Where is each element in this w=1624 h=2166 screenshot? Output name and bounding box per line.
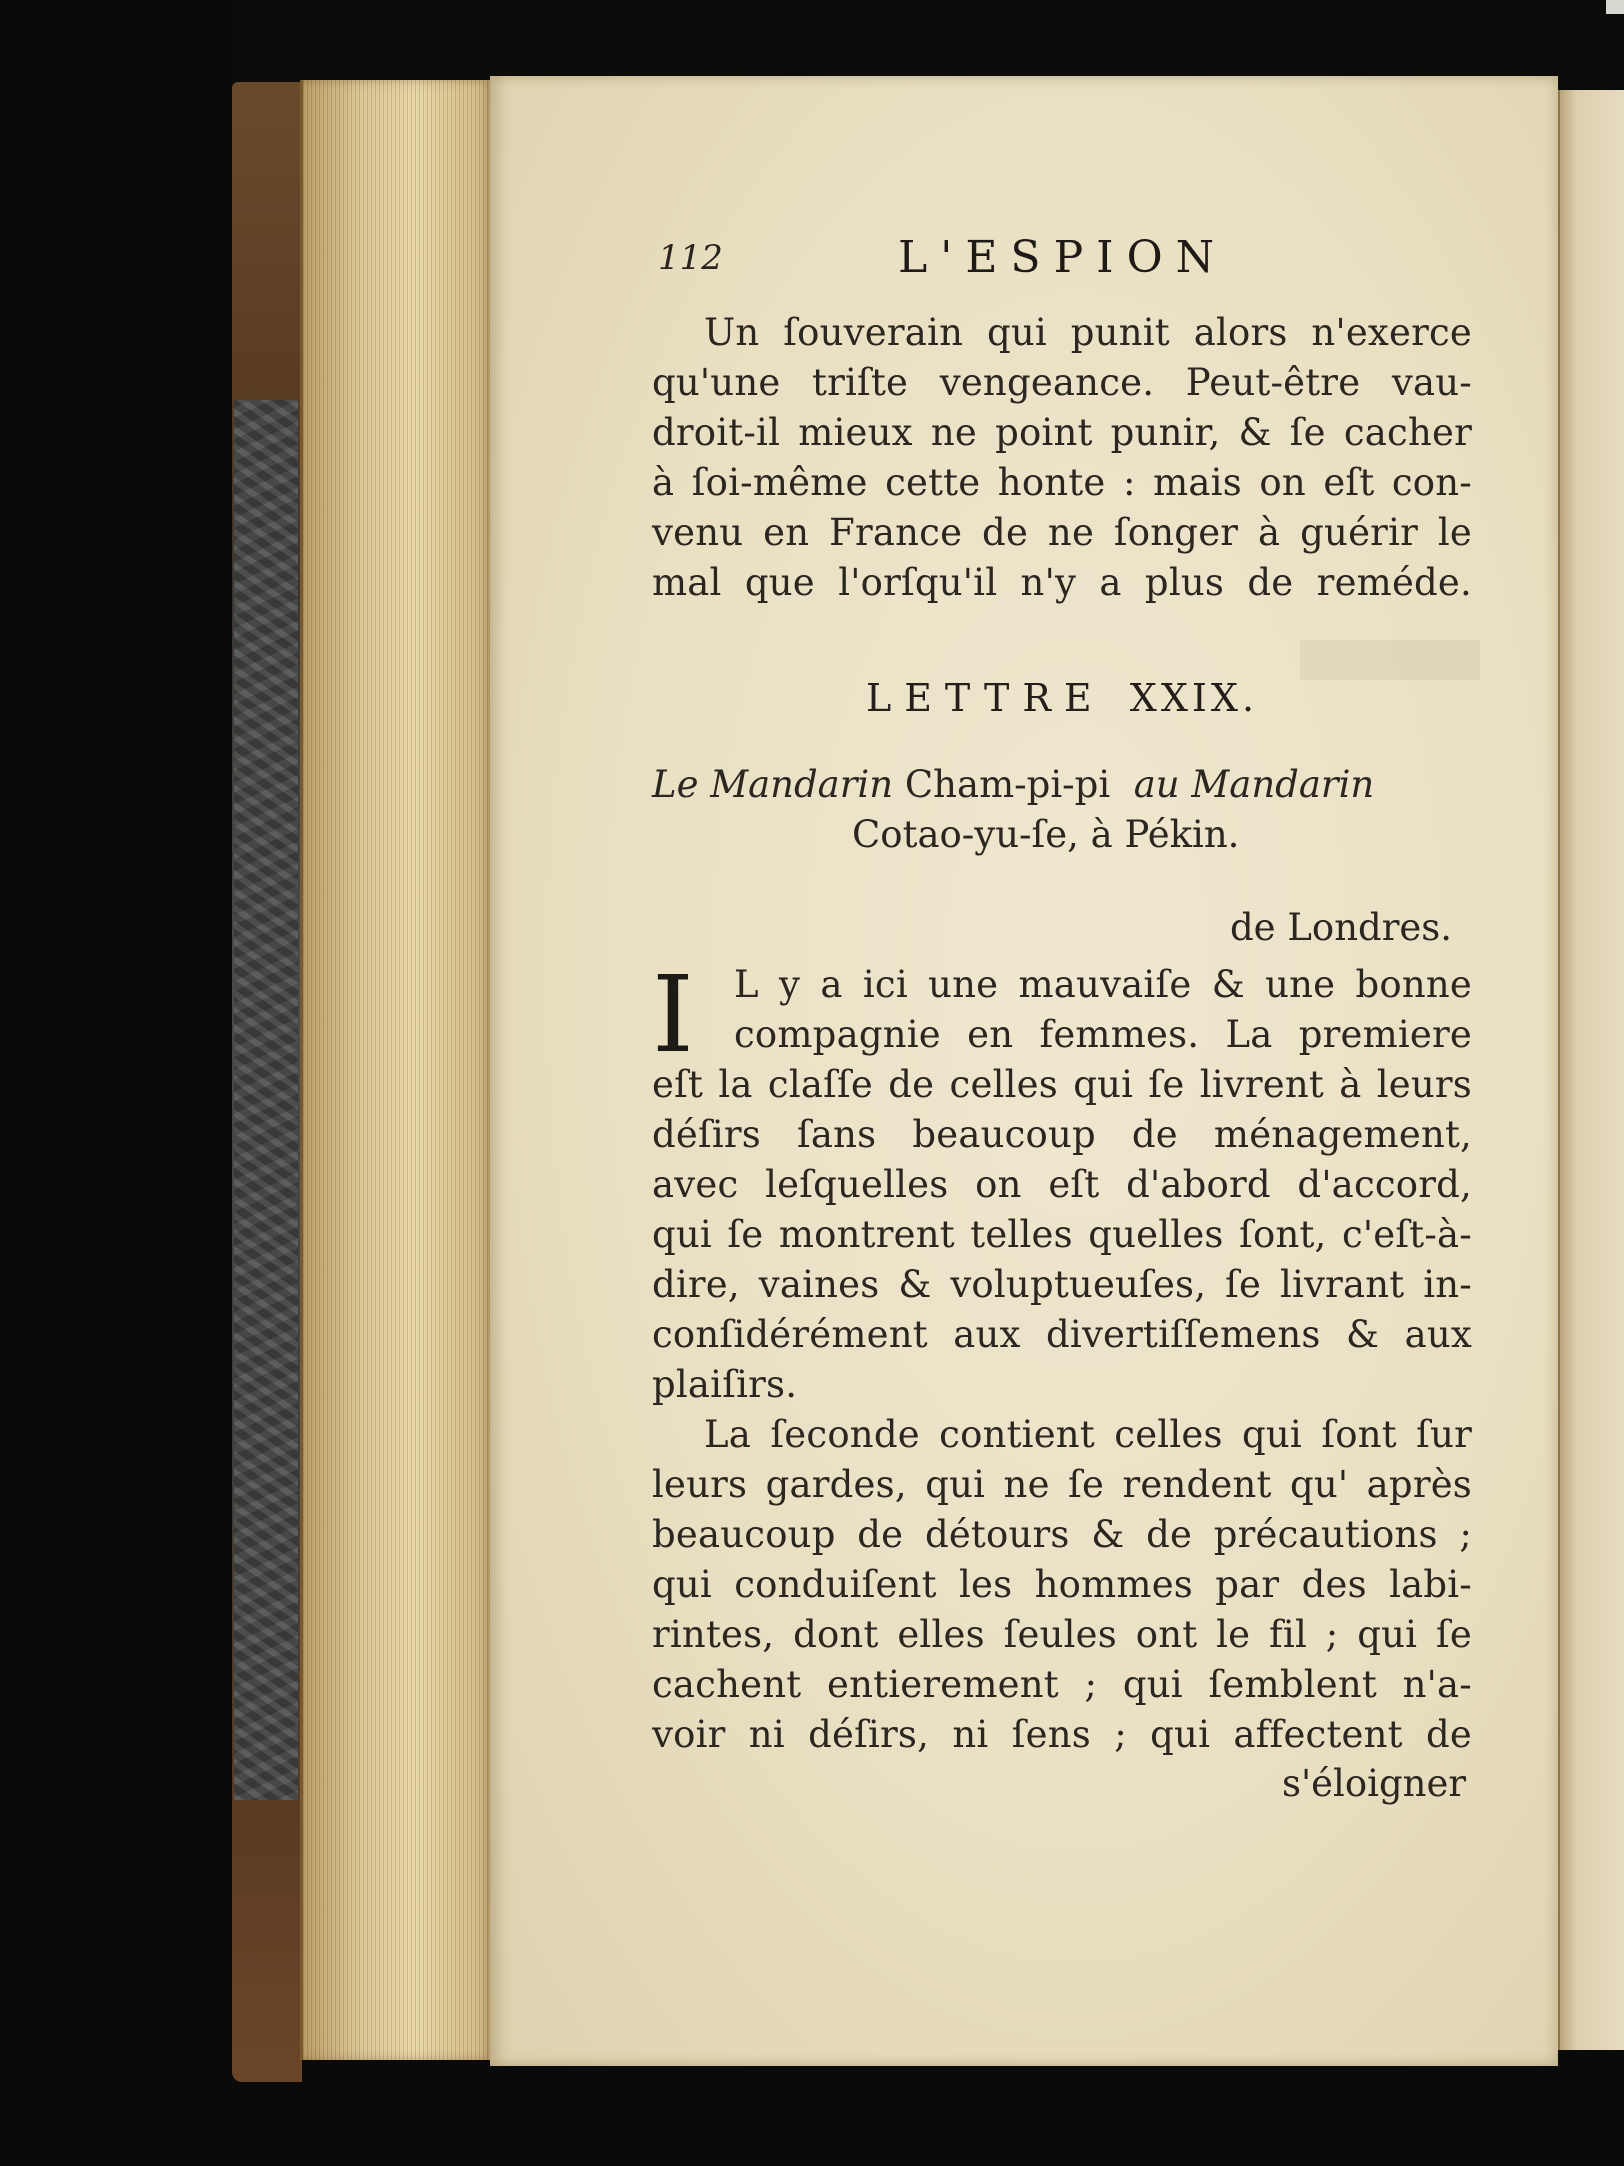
text-line: venu en France de ne ſonger à guérir le xyxy=(652,511,1472,554)
text-line: qu'une triſte vengeance. Peut-être vau- xyxy=(652,361,1472,404)
dateline: de Londres. xyxy=(1230,906,1453,949)
text-line: qui ſe montrent telles quelles ſont, c'eſt-à- xyxy=(652,1213,1472,1256)
text-line: déſirs ſans beaucoup de ménagement, xyxy=(652,1113,1472,1156)
text-line: conſidérément aux divertiſſemens & aux xyxy=(652,1313,1472,1356)
facing-page-edge xyxy=(1558,90,1624,2050)
marbled-endpaper xyxy=(234,400,298,1800)
background-dark xyxy=(232,0,1624,82)
text-line: mal que l'orſqu'il n'y a plus de reméde. xyxy=(652,561,1472,604)
paragraph-1 xyxy=(652,308,1472,608)
page-number: 112 xyxy=(658,238,723,278)
scan-corner-marker xyxy=(1606,0,1624,14)
address-line-1 xyxy=(652,760,1472,810)
text-line: rintes, dont elles ſeules ont le fil ; qui ſe xyxy=(652,1613,1472,1656)
letter-heading xyxy=(652,676,1472,720)
text-line: compagnie en femmes. La premiere xyxy=(734,1013,1472,1056)
drop-cap: I xyxy=(652,953,694,1076)
letter-address xyxy=(652,760,1472,860)
text-line: plaiſirs. xyxy=(652,1363,798,1406)
catchword: s'éloigner xyxy=(1282,1762,1467,1805)
text-line: Un ſouverain qui punit alors n'exerce xyxy=(704,311,1472,354)
text-line: eſt la claſſe de celles qui ſe livrent à leurs xyxy=(652,1063,1472,1106)
running-head xyxy=(658,232,1478,292)
text-line: dire, vaines & voluptueuſes, ſe livrant in- xyxy=(652,1263,1472,1306)
running-title: L'ESPION xyxy=(898,232,1228,283)
to-prefix: au Mandarin xyxy=(1133,763,1375,806)
from-prefix: Le Mandarin xyxy=(652,763,894,806)
paragraph-2 xyxy=(652,953,1472,1760)
text-line: droit-il mieux ne point punir, & ſe cacher xyxy=(652,411,1472,454)
text-line: La ſeconde contient celles qui ſont ſur xyxy=(704,1413,1472,1456)
from-name: Cham-pi-pi xyxy=(904,763,1111,806)
text-line: cachent entierement ; qui ſemblent n'a- xyxy=(652,1663,1472,1706)
text-line: qui conduiſent les hommes par des labi- xyxy=(652,1563,1472,1606)
text-line: leurs gardes, qui ne ſe rendent qu' après xyxy=(652,1463,1472,1506)
text-line: L y a ici une mauvaiſe & une bonne xyxy=(734,963,1472,1006)
show-through-mark xyxy=(1300,640,1480,680)
text-line: voir ni déſirs, ni ſens ; qui affectent de xyxy=(652,1713,1472,1756)
letter-title: LETTRE xyxy=(865,676,1105,720)
page-edges xyxy=(300,80,493,2060)
address-line-2: Cotao-yu-ſe, à Pékin. xyxy=(852,813,1240,856)
letter-number: XXIX. xyxy=(1129,676,1259,720)
text-line: avec leſquelles on eſt d'abord d'accord, xyxy=(652,1163,1472,1206)
text-line: beaucoup de détours & de précautions ; xyxy=(652,1513,1472,1556)
text-line: à ſoi-même cette honte : mais on eſt con- xyxy=(652,461,1472,504)
